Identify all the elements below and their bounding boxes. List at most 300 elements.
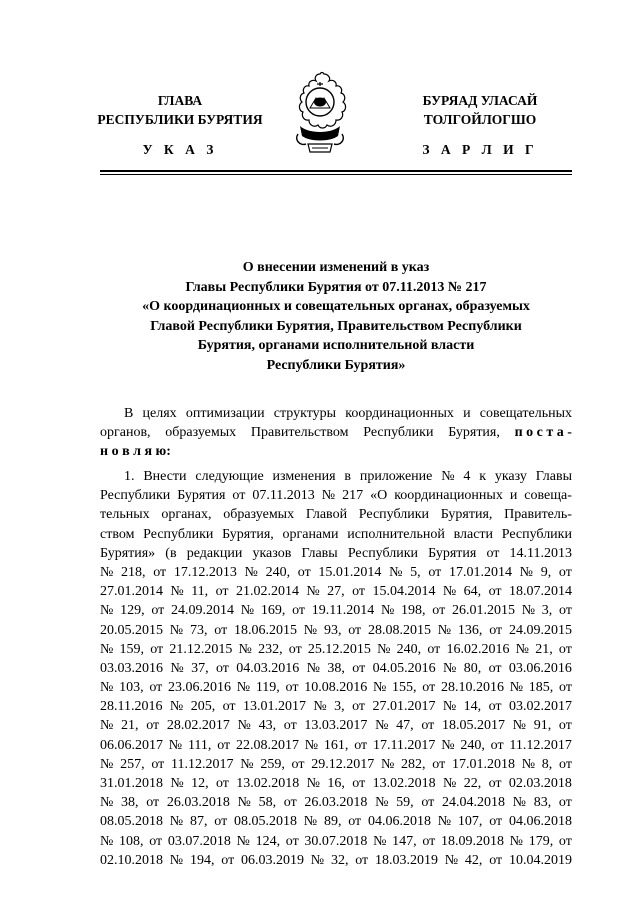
word: 04.06.2018: [508, 814, 572, 830]
word: 03.03.2016: [100, 660, 163, 676]
word: власти: [453, 526, 494, 542]
word: 83,: [533, 795, 552, 811]
word: совеща-: [524, 488, 572, 504]
text-line: [100, 621, 572, 640]
text-line: [100, 812, 572, 831]
word: №: [170, 584, 184, 600]
word: 17.01.2018: [451, 756, 515, 772]
word: №: [521, 603, 536, 619]
word: Правительством: [250, 425, 349, 441]
word: от: [283, 718, 297, 734]
word: 18.03.2019: [374, 852, 438, 868]
word: 87,: [189, 814, 208, 830]
word: от: [422, 680, 436, 696]
word: №: [244, 564, 258, 580]
word: 80,: [463, 660, 482, 676]
word: №: [100, 603, 114, 619]
word: 08.05.2018: [233, 814, 297, 830]
word: 07.11.2013: [252, 488, 315, 504]
word: 129,: [120, 603, 145, 619]
word: структуры: [273, 406, 337, 421]
word: Бурятия: [177, 488, 226, 504]
word: №: [169, 852, 184, 868]
word: Бурятия,: [222, 526, 274, 542]
word: органах,: [161, 507, 212, 523]
word: 17.01.2014: [448, 564, 512, 580]
word: 59,: [396, 795, 414, 811]
word: №: [169, 622, 184, 638]
word: 93,: [323, 622, 342, 638]
word: от: [558, 718, 572, 734]
word: 27.01.2014: [100, 584, 163, 600]
word: от: [215, 584, 229, 600]
word: 31.01.2018: [100, 776, 163, 791]
word: №: [521, 756, 536, 772]
header-left-line2: РЕСПУБЛИКИ БУРЯТИЯ: [97, 112, 263, 127]
word: 259,: [260, 756, 285, 772]
document-title: [100, 258, 572, 376]
word: от: [489, 622, 503, 638]
word: 282,: [401, 756, 426, 772]
text-line: [100, 544, 572, 563]
word: 23.06.2016: [168, 680, 231, 696]
word: от: [232, 488, 246, 504]
word: 13.02.2018: [372, 776, 436, 791]
word: 30.07.2018: [304, 833, 368, 849]
word: №: [373, 833, 387, 849]
word: от: [428, 564, 442, 580]
word: 06.06.2017: [100, 737, 163, 753]
word: 26.01.2015: [451, 603, 515, 619]
word: 29.12.2017: [311, 756, 375, 772]
word: 28.10.2016: [440, 680, 504, 696]
coat-of-arms-emblem-icon: [290, 68, 350, 160]
word: Главой: [305, 507, 348, 523]
word: №: [306, 660, 321, 676]
word: целях: [142, 406, 177, 421]
text-line: [100, 755, 572, 774]
word: 37,: [191, 660, 209, 676]
word: №: [509, 833, 523, 849]
word: от: [214, 622, 228, 638]
word: 18.05.2017: [441, 718, 505, 734]
word: 159,: [119, 641, 145, 657]
text-line: [100, 563, 572, 582]
word: №: [303, 814, 318, 830]
word: 21.12.2015: [169, 641, 233, 657]
word: 3,: [334, 699, 345, 715]
word: 124,: [255, 833, 281, 849]
word: 27.01.2017: [372, 699, 436, 715]
word: 02.03.2018: [508, 776, 572, 791]
word: №: [442, 660, 457, 676]
text-line: н о в л я ю:: [100, 444, 171, 460]
word: Бурятия: [428, 545, 477, 561]
title-line: «О координационных и совещательных органах, образуемых: [142, 299, 530, 315]
word: №: [442, 699, 457, 715]
word: №: [237, 795, 251, 811]
word: 4: [463, 469, 471, 484]
word: 13.02.2018: [236, 776, 300, 791]
word: 73,: [189, 622, 208, 638]
word: №: [512, 718, 526, 734]
word: 9,: [540, 564, 552, 580]
word: №: [442, 776, 457, 791]
word: от: [490, 737, 504, 753]
word: 136,: [457, 622, 483, 638]
word: 25.12.2015: [307, 641, 371, 657]
word: 47,: [396, 718, 414, 734]
word: следующие: [195, 469, 264, 484]
text-line: [100, 582, 572, 601]
text-line: [100, 832, 572, 851]
word: 5,: [410, 564, 421, 580]
word: №: [240, 756, 254, 772]
header-right: [380, 91, 580, 129]
word: №: [168, 737, 183, 753]
word: 03.06.2016: [508, 660, 572, 676]
word: 17.11.2017: [372, 737, 436, 753]
word: Республики: [363, 425, 434, 441]
word: №: [437, 622, 452, 638]
header-left: [60, 91, 300, 129]
word: от: [146, 718, 160, 734]
text-line: [100, 659, 572, 678]
word: от: [291, 756, 305, 772]
word: №: [238, 641, 252, 657]
word: 22.08.2017: [235, 737, 299, 753]
word: 10.08.2016: [304, 680, 368, 696]
word: (в: [165, 545, 177, 561]
word: Республики: [501, 526, 572, 542]
word: от: [352, 776, 366, 791]
word: №: [100, 718, 114, 734]
word: Главы: [301, 545, 338, 561]
title-line: Главы Республики Бурятия от 07.11.2013 № 217: [185, 279, 487, 295]
text-line: [100, 640, 572, 659]
word: от: [432, 603, 446, 619]
word: приложение: [359, 469, 433, 484]
word: 20.05.2015: [100, 622, 163, 638]
word: от: [214, 814, 228, 830]
word: №: [100, 680, 114, 696]
title-line: Бурятия, органами исполнительной власти: [197, 338, 475, 354]
word: 107,: [457, 814, 483, 830]
word: от: [486, 545, 500, 561]
word: от: [285, 833, 299, 849]
word: 119,: [255, 680, 280, 696]
word: указу: [494, 469, 527, 484]
word: 21.02.2014: [235, 584, 299, 600]
word: Бурятия»: [100, 545, 156, 561]
header-right-line1: БУРЯАД УЛАСАЙ: [422, 93, 538, 108]
word: 147,: [392, 833, 417, 849]
word: №: [240, 603, 255, 619]
word: от: [427, 641, 441, 657]
word: оптимизации: [185, 406, 265, 421]
word: от: [285, 680, 299, 696]
word: 24.09.2015: [508, 622, 572, 638]
word: №: [444, 852, 459, 868]
word: 18.07.2014: [508, 584, 572, 600]
word: «О: [370, 488, 388, 504]
word: от: [489, 814, 503, 830]
header-left-line1: ГЛАВА: [157, 93, 203, 108]
word: №: [372, 680, 387, 696]
word: 26.03.2018: [304, 795, 368, 811]
word: 24.09.2014: [171, 603, 234, 619]
word: 21,: [121, 718, 139, 734]
text-line: [100, 851, 572, 870]
text-line: [100, 505, 572, 524]
word: 03.07.2018: [167, 833, 231, 849]
word: от: [488, 584, 502, 600]
word: от: [151, 756, 165, 772]
word: №: [321, 488, 336, 504]
word: от: [283, 795, 297, 811]
word: №: [509, 680, 524, 696]
word: №: [442, 584, 457, 600]
word: №: [304, 737, 319, 753]
word: от: [421, 795, 435, 811]
word: совещательных: [479, 406, 572, 421]
word: от: [558, 564, 572, 580]
word: 13.03.2017: [304, 718, 368, 734]
word: от: [489, 852, 503, 868]
word: 17.12.2013: [173, 564, 237, 580]
word: 169,: [260, 603, 286, 619]
word: и: [509, 488, 518, 504]
word: от: [217, 737, 231, 753]
word: 257,: [120, 756, 145, 772]
word: в: [344, 469, 351, 484]
word: от: [153, 564, 167, 580]
word: от: [215, 776, 229, 791]
word: 08.05.2018: [100, 814, 163, 830]
text-line: [100, 716, 572, 735]
word: 19.11.2014: [311, 603, 375, 619]
word: №: [100, 833, 114, 849]
word: от: [559, 680, 572, 696]
word: №: [512, 795, 526, 811]
word: изменения: [272, 469, 336, 484]
word: №: [380, 603, 395, 619]
word: от: [221, 852, 235, 868]
word: №: [237, 718, 251, 734]
word: №: [170, 776, 184, 791]
word: органов,: [100, 425, 151, 441]
word: 217: [342, 488, 364, 504]
word: №: [236, 680, 251, 696]
word: №: [169, 699, 184, 715]
word: 240,: [265, 564, 291, 580]
word: 04.03.2016: [236, 660, 300, 676]
word: 240,: [396, 641, 422, 657]
word: №: [100, 641, 114, 657]
word: 04.05.2016: [372, 660, 436, 676]
word: от: [559, 603, 572, 619]
word: от: [146, 795, 160, 811]
word: 3,: [541, 603, 553, 619]
text-line: [100, 678, 572, 697]
word: указов: [252, 545, 292, 561]
word: образуемых: [223, 507, 295, 523]
text-line: [100, 486, 572, 505]
word: от: [348, 814, 362, 830]
word: №: [100, 795, 114, 811]
word: 03.02.2017: [508, 699, 572, 715]
word: 218,: [121, 564, 146, 580]
word: 14,: [463, 699, 482, 715]
word: 194,: [189, 852, 215, 868]
word: Республики: [100, 488, 171, 504]
text-line: [100, 774, 572, 793]
word: тельных: [100, 507, 150, 523]
word: 1.: [124, 469, 135, 484]
word: от: [222, 699, 236, 715]
word: 11.12.2017: [509, 737, 572, 753]
title-line: Главой Республики Бурятия, Правительством Республики: [150, 318, 522, 334]
word: от: [150, 641, 164, 657]
word: №: [377, 641, 391, 657]
word: редакции: [186, 545, 243, 561]
word: от: [215, 660, 229, 676]
word: Республики: [143, 526, 214, 542]
word: 06.03.2019: [240, 852, 304, 868]
preamble-paragraph: [100, 404, 572, 462]
word: органами: [282, 526, 339, 542]
word: Внести: [143, 469, 187, 484]
word: от: [559, 756, 572, 772]
word: 42,: [464, 852, 483, 868]
word: от: [149, 833, 163, 849]
word: №: [236, 833, 250, 849]
word: от: [558, 833, 572, 849]
word: Республики: [347, 545, 419, 561]
word: №: [306, 584, 320, 600]
word: 240,: [460, 737, 485, 753]
word: от: [149, 680, 163, 696]
word: №: [100, 756, 114, 772]
word: 14.11.2013: [509, 545, 572, 561]
word: 10.04.2019: [508, 852, 572, 868]
word: от: [488, 660, 502, 676]
word: от: [355, 852, 369, 868]
word: Бурятия,: [448, 425, 500, 441]
word: от: [352, 699, 366, 715]
text-line: [100, 697, 572, 716]
header-divider-thin: [100, 174, 572, 175]
text-line: [100, 601, 572, 620]
text-line: [100, 404, 572, 423]
word: 16,: [327, 776, 345, 791]
word: исполнительной: [347, 526, 445, 542]
word: от: [292, 603, 305, 619]
word: 198,: [401, 603, 426, 619]
word: и: [463, 406, 471, 421]
word: 04.06.2018: [367, 814, 431, 830]
word: 161,: [323, 737, 349, 753]
word: от: [421, 718, 435, 734]
word: №: [437, 814, 452, 830]
text-line: [100, 793, 572, 812]
word: №: [170, 660, 184, 676]
doc-type-right: З А Р Л И Г: [422, 142, 538, 157]
word: 15.04.2014: [372, 584, 436, 600]
word: 205,: [190, 699, 216, 715]
word: от: [432, 756, 446, 772]
word: 185,: [528, 680, 554, 696]
word: от: [288, 641, 302, 657]
text-line: [100, 736, 572, 755]
word: к: [479, 469, 487, 484]
word: образуемых: [165, 425, 237, 441]
word: №: [169, 814, 184, 830]
word: от: [558, 641, 572, 657]
word: 27,: [327, 584, 345, 600]
word: 89,: [323, 814, 342, 830]
word: 91,: [533, 718, 552, 734]
word: 28.11.2016: [100, 699, 163, 715]
word: 18.09.2018: [440, 833, 504, 849]
word: 64,: [463, 584, 482, 600]
word: Республики: [358, 507, 430, 523]
word: от: [422, 833, 436, 849]
word: В: [124, 406, 134, 421]
word: 38,: [327, 660, 345, 676]
word: №: [441, 737, 455, 753]
word: 58,: [258, 795, 277, 811]
word: от: [354, 737, 368, 753]
word: 32,: [330, 852, 349, 868]
word: Бурятия,: [440, 507, 493, 523]
word: №: [515, 641, 529, 657]
word: №: [375, 795, 389, 811]
word: 179,: [528, 833, 554, 849]
header-divider-thick: [100, 170, 572, 172]
word: 18.06.2015: [233, 622, 297, 638]
word: №: [100, 564, 114, 580]
word: №: [441, 469, 455, 484]
word: Главы: [535, 469, 572, 484]
text-line: [100, 525, 572, 544]
word: №: [375, 718, 389, 734]
word: от: [488, 699, 502, 715]
word: №: [306, 776, 321, 791]
word: 12,: [191, 776, 209, 791]
word: 28.08.2015: [367, 622, 431, 638]
word: №: [313, 699, 327, 715]
word: от: [488, 776, 502, 791]
word: №: [519, 564, 533, 580]
word: 11.12.2017: [171, 756, 234, 772]
word: координационных: [394, 488, 503, 504]
word: 24.04.2018: [441, 795, 505, 811]
word: 26.03.2018: [166, 795, 230, 811]
word: 38,: [121, 795, 139, 811]
word: 11,: [191, 584, 209, 600]
word: 28.02.2017: [166, 718, 230, 734]
word: от: [151, 603, 165, 619]
word: от: [558, 795, 572, 811]
word: 02.10.2018: [100, 852, 163, 868]
word: от: [297, 564, 311, 580]
word: №: [380, 756, 395, 772]
title-line: О внесении изменений в указ: [242, 260, 430, 275]
text-line: [100, 467, 572, 486]
word: 232,: [258, 641, 283, 657]
word: 155,: [392, 680, 417, 696]
